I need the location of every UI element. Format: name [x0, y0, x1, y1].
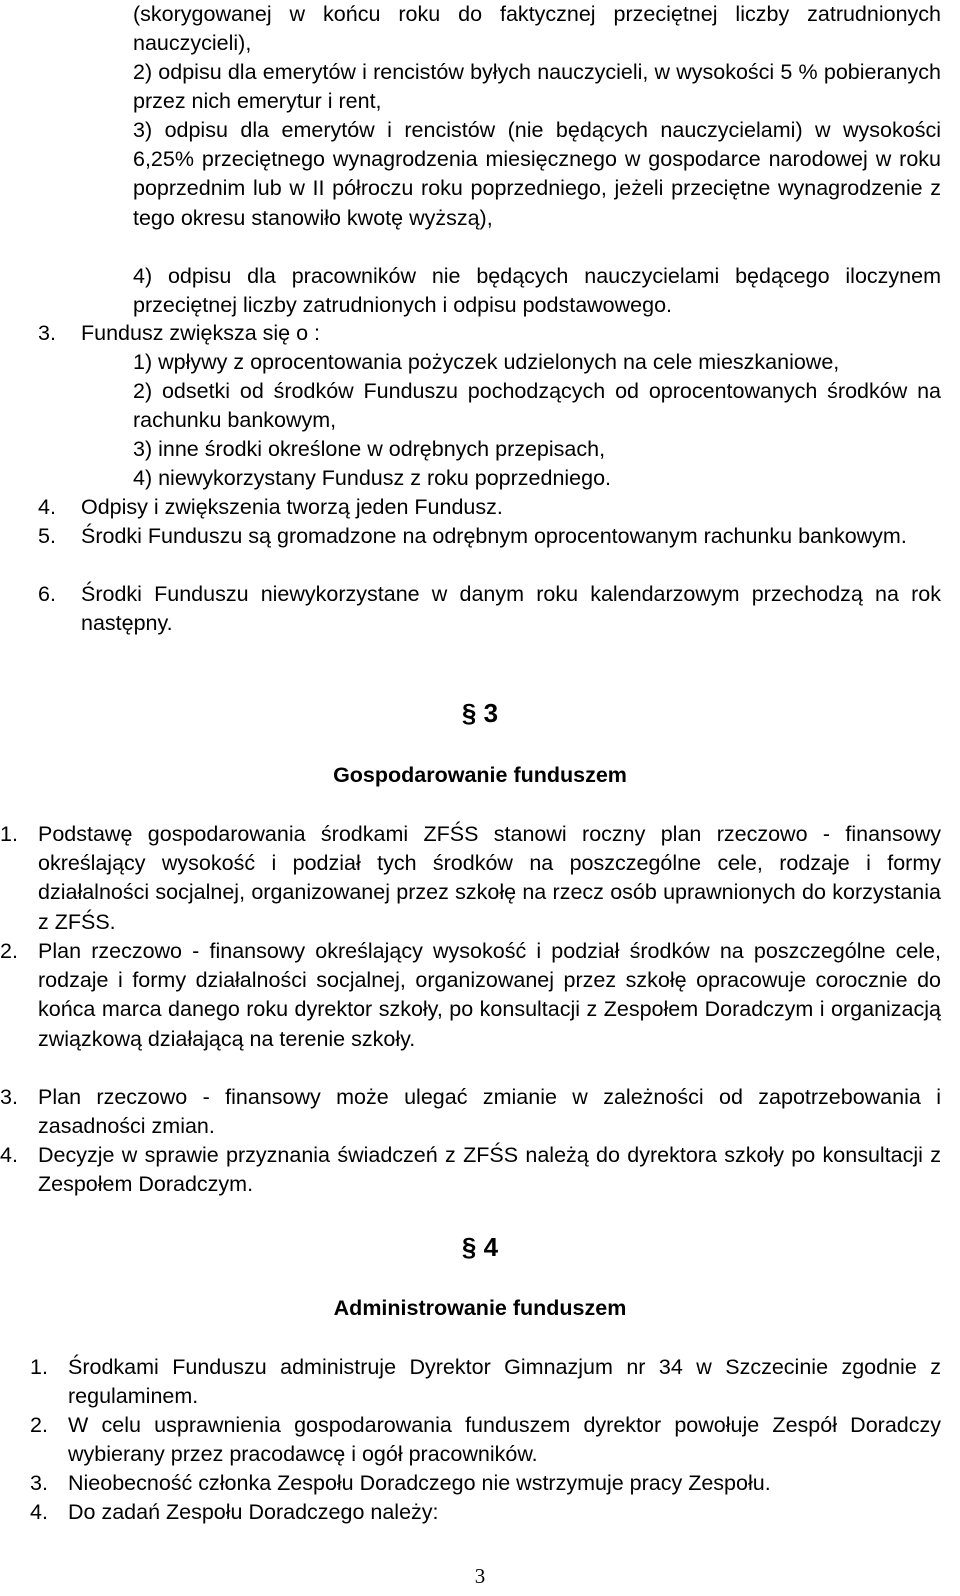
- point-text: Decyzje w sprawie przyznania świadczeń z ZFŚS należą do dyrektora szkoły po konsultacji z Zespołem Doradczym.: [38, 1143, 941, 1197]
- continuation-text: (skorygowanej w końcu roku do faktycznej przeciętnej liczby zatrudnionych nauczycieli),: [133, 2, 941, 56]
- point-number: 6.: [38, 582, 56, 606]
- point-text: Odpisy i zwiększenia tworzą jeden Fundusz.: [81, 495, 503, 519]
- point-number: 3.: [0, 1085, 18, 1109]
- point-number: 2.: [30, 1413, 48, 1437]
- point-number: 5.: [38, 524, 56, 548]
- point-text: W celu usprawnienia gospodarowania funduszem dyrektor powołuje Zespół Doradczy wybierany przez pracodawcę i ogół pracowników.: [68, 1413, 941, 1467]
- page-number: 3: [474, 1564, 486, 1588]
- point-number: 1.: [0, 822, 18, 846]
- point-text: Środki Funduszu niewykorzystane w danym roku kalendarzowym przechodzą na rok następny.: [81, 582, 941, 636]
- section-symbol: § 4: [461, 1232, 499, 1262]
- point-number: 3.: [38, 321, 56, 345]
- point-text: Fundusz zwiększa się o :: [81, 321, 320, 345]
- list-item: 3) odpisu dla emerytów i rencistów (nie będących nauczycielami) w wysokości 6,25% przeciętnego wynagrodzenia miesięcznego w gospodarce narodowej w roku poprzednim lub w II półroczu roku poprzedniego, jeżeli przeciętne wynagrodzenie z tego okresu stanowiło kwotę wyższą),: [133, 118, 941, 230]
- point-number: 4.: [38, 495, 56, 519]
- section-symbol: § 3: [461, 698, 499, 728]
- point-text: Środkami Funduszu administruje Dyrektor Gimnazjum nr 34 w Szczecinie zgodnie z regulaminem.: [68, 1355, 941, 1409]
- point-number: 1.: [30, 1355, 48, 1379]
- point-text: Do zadań Zespołu Doradczego należy:: [68, 1500, 439, 1524]
- point-text: Nieobecność członka Zespołu Doradczego nie wstrzymuje pracy Zespołu.: [68, 1471, 771, 1495]
- point-number: 4.: [0, 1143, 18, 1167]
- point-number: 2.: [0, 939, 18, 963]
- list-item: 3) inne środki określone w odrębnych przepisach,: [133, 437, 606, 461]
- list-item: 2) odsetki od środków Funduszu pochodzących od oprocentowanych środków na rachunku bankowym,: [133, 379, 941, 433]
- section-title: Gospodarowanie funduszem: [333, 763, 627, 787]
- list-item: 1) wpływy z oprocentowania pożyczek udzielonych na cele mieszkaniowe,: [133, 350, 840, 374]
- list-item: 4) odpisu dla pracowników nie będących nauczycielami będącego iloczynem przeciętnej liczby zatrudnionych i odpisu podstawowego.: [133, 264, 941, 318]
- point-text: Podstawę gospodarowania środkami ZFŚS stanowi roczny plan rzeczowo - finansowy określający wysokość i podział tych środków na poszczególne cele, rodzaje i formy działalności socjalnej, organizowanej przez szkołę na rzecz osób uprawnionych do korzystania z ZFŚS.: [38, 822, 941, 934]
- point-text: Plan rzeczowo - finansowy określający wysokość i podział środków na poszczególne cele, rodzaje i formy działalności socjalnej, organizowanej przez szkołę opracowuje corocznie do końca marca danego roku dyrektor szkoły, po konsultacji z Zespołem Doradczym i organizacją związkową działającą na terenie szkoły.: [38, 939, 941, 1051]
- point-text: Plan rzeczowo - finansowy może ulegać zmianie w zależności od zapotrzebowania i zasadności zmian.: [38, 1085, 941, 1139]
- point-number: 4.: [30, 1500, 48, 1524]
- point-number: 3.: [30, 1471, 48, 1495]
- point-text: Środki Funduszu są gromadzone na odrębnym oprocentowanym rachunku bankowym.: [81, 524, 907, 548]
- list-item: 2) odpisu dla emerytów i rencistów byłych nauczycieli, w wysokości 5 % pobieranych przez nich emerytur i rent,: [133, 60, 941, 114]
- section-title: Administrowanie funduszem: [333, 1296, 627, 1320]
- list-item: 4) niewykorzystany Fundusz z roku poprzedniego.: [133, 466, 612, 490]
